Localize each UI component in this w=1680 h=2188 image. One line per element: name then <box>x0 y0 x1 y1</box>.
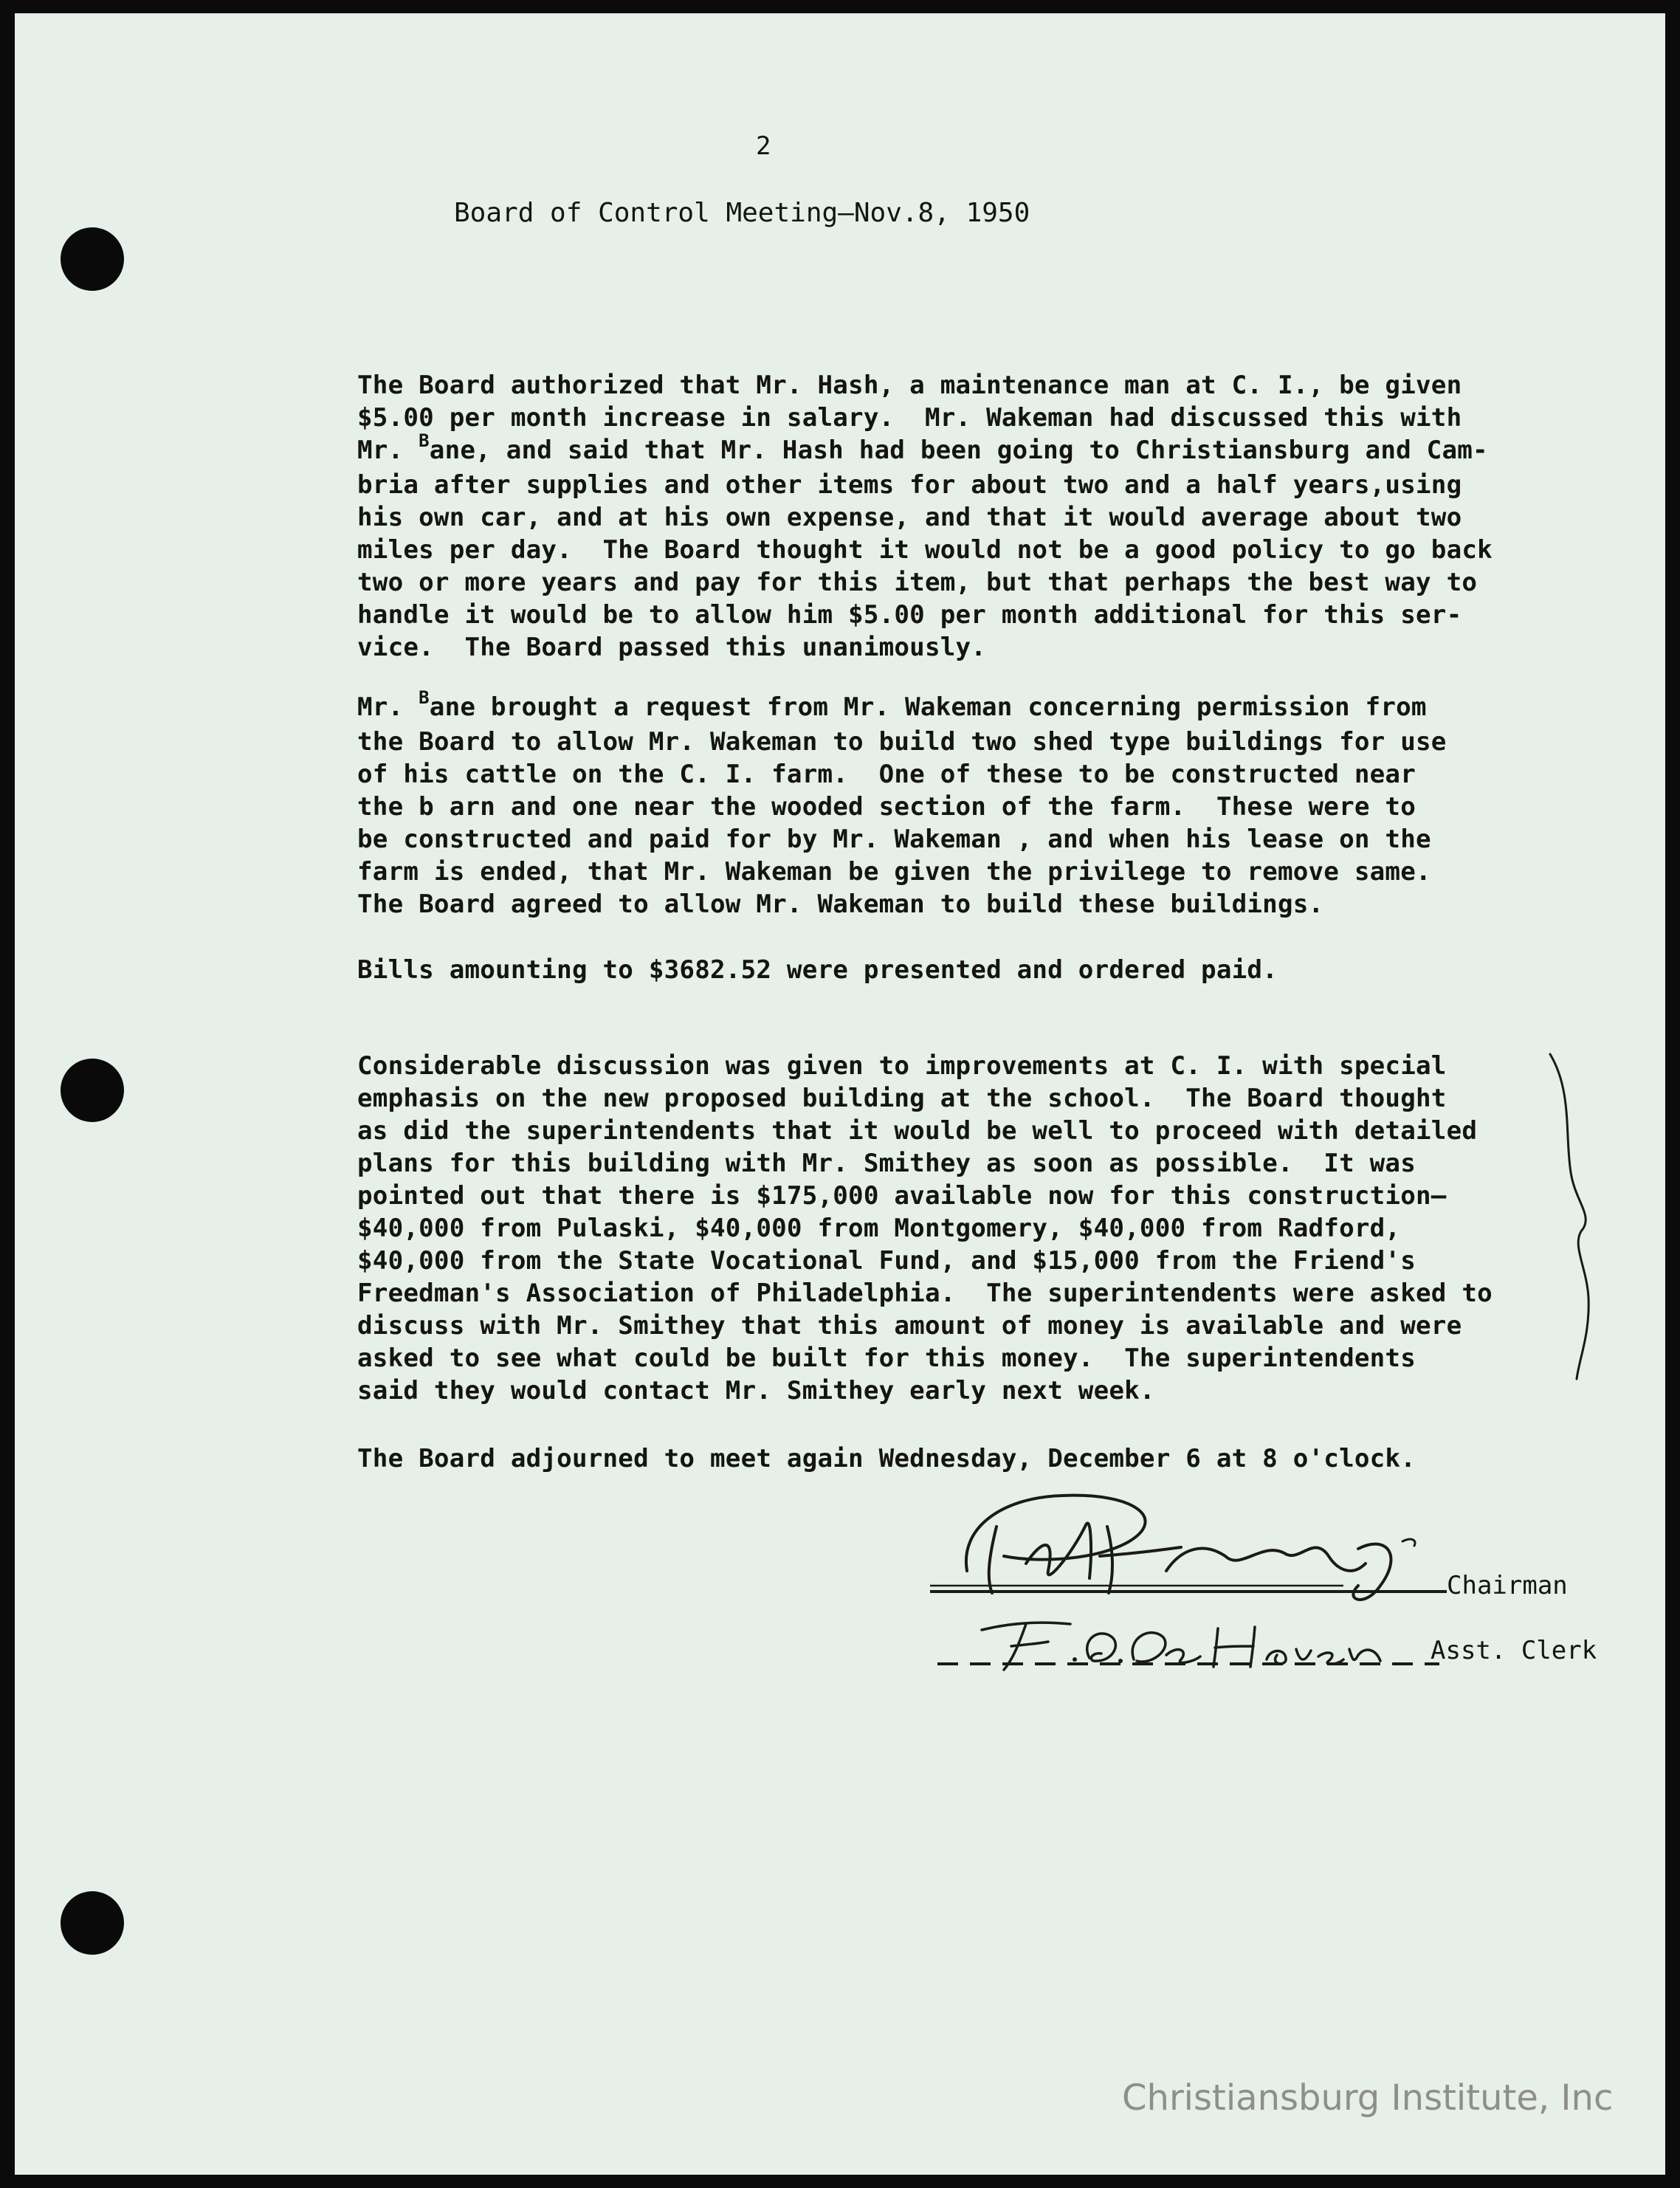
page-number: 2 <box>756 131 771 161</box>
punch-hole-middle <box>61 1059 124 1122</box>
text-line: The Board agreed to allow Mr. Wakeman to build these buildings. <box>357 890 1324 919</box>
text-line: The Board authorized that Mr. Hash, a maintenance man at C. I., be given <box>357 371 1462 400</box>
punch-hole-bottom <box>61 1891 124 1955</box>
text-line: plans for this building with Mr. Smithey as soon as possible. It was <box>357 1149 1416 1178</box>
text-line: said they would contact Mr. Smithey early next week. <box>357 1376 1155 1406</box>
text-line: Considerable discussion was given to improvements at C. I. with special <box>357 1051 1447 1081</box>
text-line: his own car, and at his own expense, and that it would average about two <box>357 503 1462 532</box>
text-line: pointed out that there is $175,000 available now for this construction— <box>357 1181 1447 1211</box>
document-page <box>15 13 1665 2175</box>
text-line: asked to see what could be built for this money. The superintendents <box>357 1344 1416 1373</box>
text-line: Bills amounting to $3682.52 were presented and ordered paid. <box>357 955 1278 985</box>
text-line: bria after supplies and other items for about two and a half years,using <box>357 470 1462 500</box>
text-line: farm is ended, that Mr. Wakeman be given the privilege to remove same. <box>357 857 1431 887</box>
margin-bracket-mark <box>1543 1047 1609 1401</box>
asst-clerk-signature <box>930 1608 1447 1682</box>
text-line: $5.00 per month increase in salary. Mr. Wakeman had discussed this with <box>357 403 1462 433</box>
text-line: as did the superintendents that it would be well to proceed with detailed <box>357 1116 1478 1146</box>
text-line: Mr. $^B$ane brought a request from Mr. Wakeman concerning permission from <box>357 687 1427 722</box>
chairman-signature <box>915 1482 1447 1615</box>
text-line: vice. The Board passed this unanimously. <box>357 633 987 662</box>
paragraph-building-funds <box>357 1050 1493 1407</box>
text-line: the b arn and one near the wooded section of the farm. These were to <box>357 792 1416 822</box>
text-line: $40,000 from the State Vocational Fund, and $15,000 from the Friend's <box>357 1246 1416 1276</box>
text-line: miles per day. The Board thought it would not be a good policy to go back <box>357 535 1493 565</box>
text-line: the Board to allow Mr. Wakeman to build two shed type buildings for use <box>357 727 1447 757</box>
text-line: emphasis on the new proposed building at the school. The Board thought <box>357 1084 1447 1113</box>
text-line: Mr. $^B$ane, and said that Mr. Hash had been going to Christiansburg and Cam- <box>357 430 1488 465</box>
paragraph-bills <box>357 954 1278 986</box>
punch-hole-top <box>61 227 124 291</box>
text-line: The Board adjourned to meet again Wednesday, December 6 at 8 o'clock. <box>357 1444 1416 1473</box>
text-line: Freedman's Association of Philadelphia. The superintendents were asked to <box>357 1279 1493 1308</box>
asst-clerk-label: Asst. Clerk <box>1431 1636 1597 1665</box>
paragraph-adjournment <box>357 1442 1416 1475</box>
text-line: of his cattle on the C. I. farm. One of these to be constructed near <box>357 760 1416 789</box>
archive-watermark: Christiansburg Institute, Inc <box>1122 2077 1614 2119</box>
chairman-label: Chairman <box>1447 1571 1568 1600</box>
text-line: discuss with Mr. Smithey that this amount of money is available and were <box>357 1311 1462 1341</box>
paragraph-shed-buildings <box>357 687 1447 921</box>
text-line: two or more years and pay for this item, but that perhaps the best way to <box>357 568 1478 597</box>
text-line: be constructed and paid for by Mr. Wakeman , and when his lease on the <box>357 825 1431 854</box>
text-line: handle it would be to allow him $5.00 per month additional for this ser- <box>357 600 1462 630</box>
page-title: Board of Control Meeting—Nov.8, 1950 <box>454 198 1030 228</box>
text-line: $40,000 from Pulaski, $40,000 from Montgomery, $40,000 from Radford, <box>357 1214 1401 1243</box>
paragraph-salary-increase <box>357 369 1493 664</box>
